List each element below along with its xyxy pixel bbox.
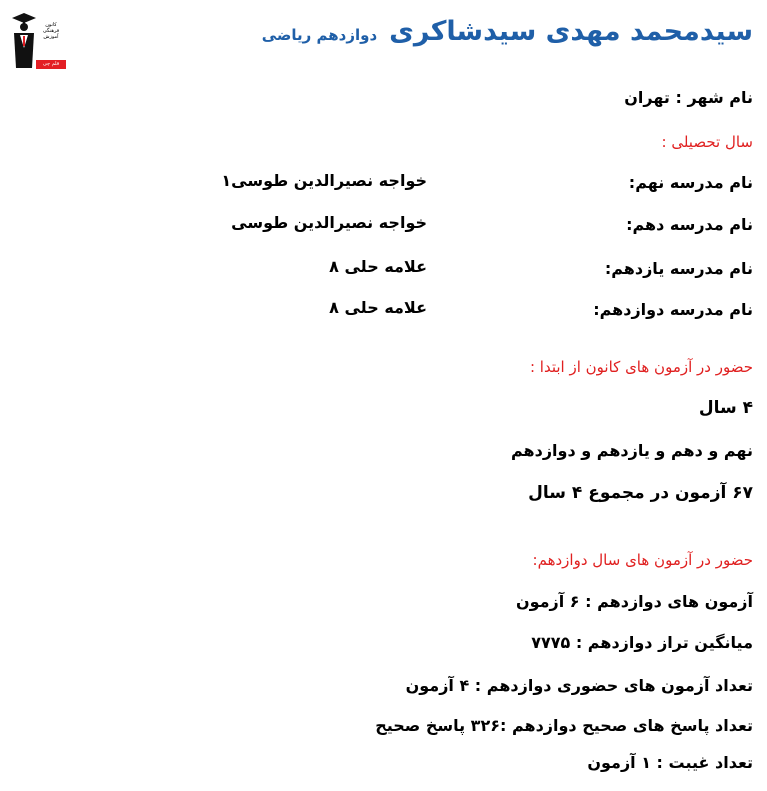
grade12-exams: آزمون های دوازدهم : ۶ آزمون	[515, 592, 753, 611]
logo-line-1: کانون	[45, 22, 57, 28]
city-line: نام شهر : تهران	[624, 88, 753, 107]
grade12-absences: تعداد غیبت : ۱ آزمون	[587, 753, 753, 772]
academic-year-label: سال تحصیلی :	[661, 133, 753, 151]
logo-line-2: فرهنگی	[42, 28, 60, 34]
logo-badge: قلم چی	[36, 60, 66, 69]
attendance-grade12-heading: حضور در آزمون های سال دوازدهم:	[532, 551, 753, 569]
grade12-avg-score: میانگین تراز دوازدهم : ۷۷۷۵	[531, 633, 753, 652]
attendance-grades: نهم و دهم و یازدهم و دوازدهم	[510, 441, 753, 460]
school-10-label: نام مدرسه دهم:	[626, 215, 753, 234]
school-12-value: علامه حلی ۸	[329, 298, 427, 317]
school-10-value: خواجه نصیرالدین طوسی	[231, 213, 427, 232]
school-12-label: نام مدرسه دوازدهم:	[593, 300, 753, 319]
student-grade: دوازدهم ریاضی	[261, 26, 378, 44]
kanoon-logo	[8, 8, 64, 70]
grade12-in-person: تعداد آزمون های حضوری دوازدهم : ۴ آزمون	[405, 676, 753, 695]
logo-line-3: آموزش	[43, 34, 59, 40]
school-9-value: خواجه نصیرالدین طوسی۱	[221, 171, 427, 190]
grade12-correct-answers: تعداد پاسخ های صحیح دوازدهم :۳۲۶ پاسخ صحیح	[375, 716, 753, 735]
page-header	[262, 16, 753, 47]
student-name: سیدمحمد مهدی سیدشاکری	[389, 16, 753, 47]
school-11-label: نام مدرسه یازدهم:	[604, 259, 753, 278]
school-9-label: نام مدرسه نهم:	[628, 173, 753, 192]
attendance-total: ۶۷ آزمون در مجموع ۴ سال	[528, 483, 753, 503]
logo-text	[36, 22, 66, 40]
school-11-value: علامه حلی ۸	[329, 257, 427, 276]
attendance-years: ۴ سال	[698, 398, 753, 418]
attendance-since-start-heading: حضور در آزمون های کانون از ابتدا :	[529, 358, 753, 376]
